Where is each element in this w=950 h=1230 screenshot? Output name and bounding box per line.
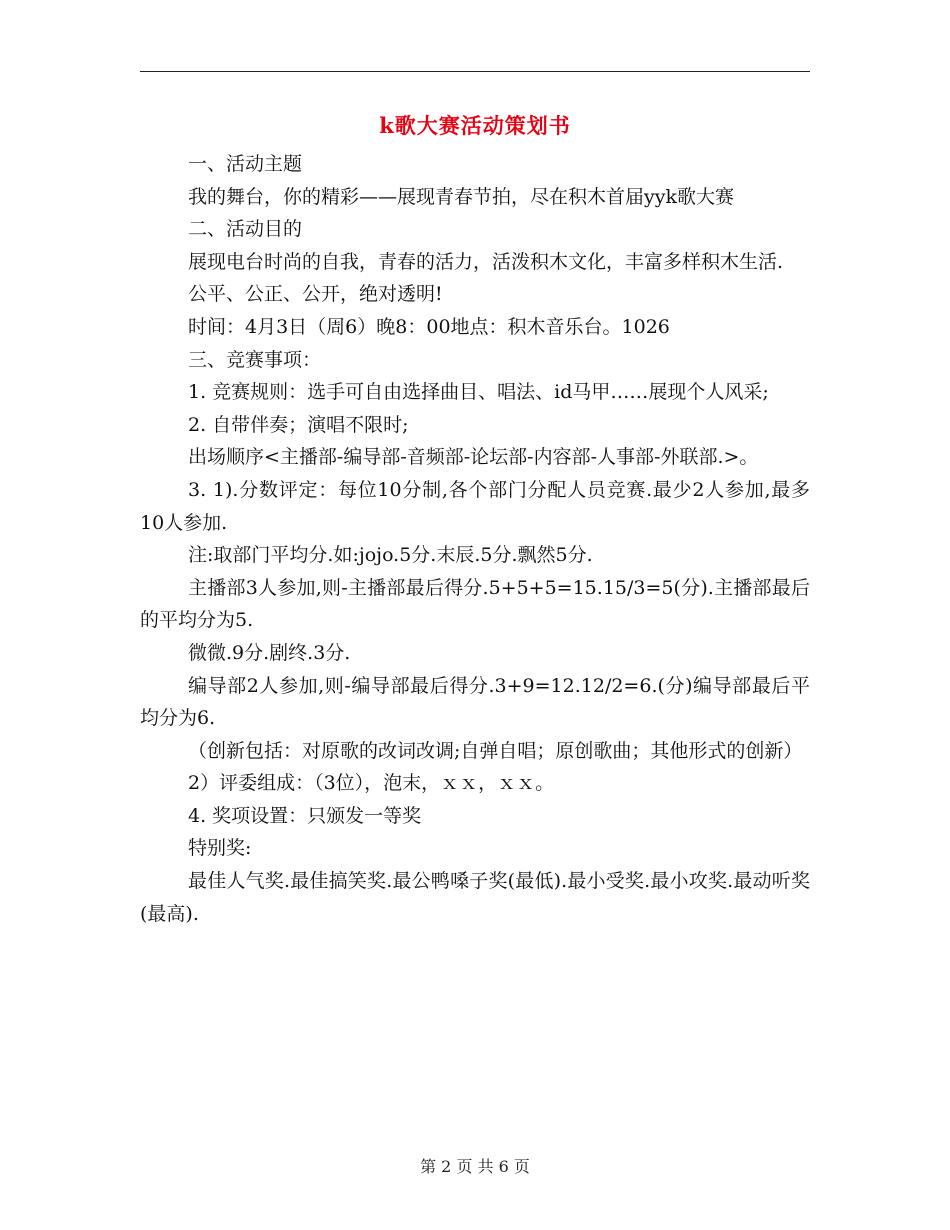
section-heading: 三、竞赛事项： (188, 348, 322, 371)
paragraph: 4. 奖项设置：只颁发一等奖 (188, 804, 422, 827)
paragraph: （创新包括：对原歌的改词改调;自弹自唱；原创歌曲；其他形式的创新） (188, 739, 803, 762)
paragraph: 出场顺序<主播部-编导部-音频部-论坛部-内容部-人事部-外联部.>。 (188, 446, 759, 469)
section-heading: 一、活动主题 (188, 153, 303, 175)
paragraph: 2）评委组成：（3位），泡末，ｘｘ，ｘｘ。 (188, 772, 555, 795)
paragraph: 我的舞台，你的精彩——展现青春节拍，尽在积木首届yyk歌大赛 (188, 185, 734, 208)
paragraph: 时间：4月3日（周6）晚8：00地点：积木音乐台。1026 (188, 315, 670, 338)
paragraph: 3. 1).分数评定：每位10分制,各个部门分配人员竞赛.最少2人参加,最多10人参加. (140, 478, 810, 534)
section-heading: 二、活动目的 (188, 218, 303, 241)
paragraph: 公平、公正、公开，绝对透明! (188, 283, 443, 306)
paragraph: 编导部2人参加,则-编导部最后得分.3+9=12.12/2=6.(分)编导部最后平均分为6. (140, 674, 810, 730)
paragraph: 主播部3人参加,则-主播部最后得分.5+5+5=15.15/3=5(分).主播部最后的平均分为5. (140, 576, 810, 632)
paragraph: 1. 竞赛规则：选手可自由选择曲目、唱法、id马甲……展现个人风采; (188, 381, 769, 404)
paragraph: 展现电台时尚的自我，青春的活力，活泼积木文化，丰富多样积木生活. (188, 250, 784, 273)
paragraph: 特别奖: (188, 837, 252, 860)
page-footer: 第 2 页 共 6 页 (420, 1157, 530, 1176)
header-rule (140, 71, 810, 72)
paragraph: 微微.9分.剧终.3分. (188, 641, 351, 664)
paragraph: 2. 自带伴奏；演唱不限时; (188, 413, 409, 436)
document-title: k歌大赛活动策划书 (379, 113, 571, 138)
document-body (140, 148, 810, 930)
paragraph: 注:取部门平均分.如:jojo.5分.末辰.5分.飘然5分. (188, 544, 593, 567)
paragraph: 最佳人气奖.最佳搞笑奖.最公鸭嗓子奖(最低).最小受奖.最小攻奖.最动听奖(最高). (140, 870, 810, 925)
